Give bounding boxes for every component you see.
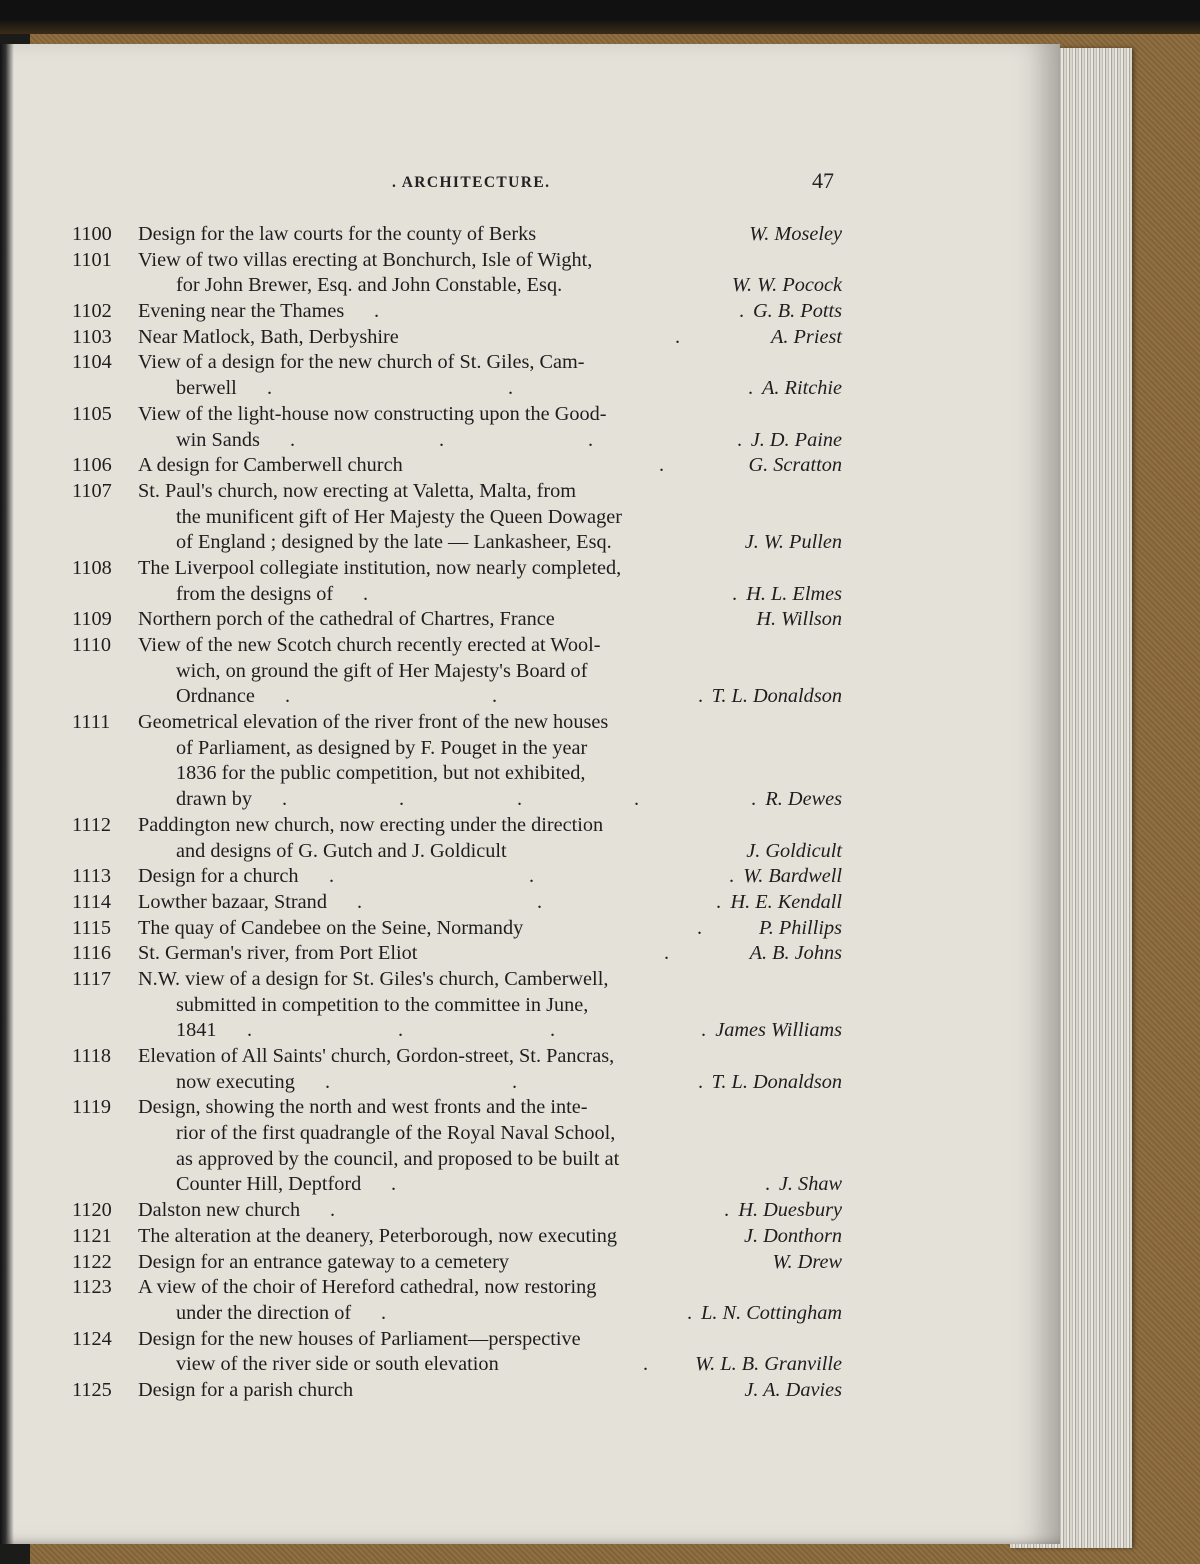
entry-number: 1115 xyxy=(72,916,112,939)
entry-number: 1118 xyxy=(72,1045,112,1067)
entry-title-text: St. Paul's church, now erecting at Valetta, Malta, from xyxy=(138,479,577,502)
entry-title-text: Design for an entrance gateway to a cemetery xyxy=(138,1250,510,1273)
leader-dot: . xyxy=(512,1070,518,1093)
artist-name: W. W. Pocock xyxy=(731,274,842,297)
entry-line xyxy=(72,1121,842,1147)
artist-name: H. E. Kendall xyxy=(730,890,842,913)
leader-dot: . xyxy=(687,1301,693,1324)
leader-dot: . xyxy=(765,1173,771,1196)
entry-title-text: View of a design for the new church of St. Giles, Cam- xyxy=(138,351,585,374)
artist-name: W. Moseley xyxy=(749,223,842,245)
entry-line xyxy=(72,1327,842,1353)
catalogue-entry xyxy=(72,556,842,607)
catalogue-entry xyxy=(72,890,842,916)
catalogue-entry xyxy=(72,479,842,556)
entry-line xyxy=(72,1224,842,1250)
entry-line xyxy=(72,761,842,787)
entry-title-text: now executing xyxy=(176,1070,295,1093)
leader-dot: . xyxy=(697,916,703,939)
entry-line xyxy=(72,1275,842,1301)
entry-line xyxy=(72,1018,842,1044)
leader-dot: . xyxy=(634,788,640,811)
entry-line xyxy=(72,1198,842,1224)
leader-dot: . xyxy=(748,377,754,400)
leader-dot: . xyxy=(290,428,296,451)
entry-line xyxy=(72,428,842,454)
artist-name: A. B. Johns xyxy=(749,942,842,965)
entry-title-text: The Liverpool collegiate institution, now nearly completed, xyxy=(138,556,622,579)
entry-number: 1117 xyxy=(72,967,112,990)
entry-title-text: wich, on ground the gift of Her Majesty's Board of xyxy=(176,659,588,682)
leader-dot: . xyxy=(739,300,745,323)
artist-name: R. Dewes xyxy=(765,788,842,811)
entry-number: 1107 xyxy=(72,479,112,502)
leader-dot: . xyxy=(439,428,445,451)
leader-dot: . xyxy=(247,1019,253,1042)
entry-number: 1110 xyxy=(72,634,112,656)
entry-title-text: submitted in competition to the committee in June, xyxy=(176,993,589,1016)
entry-number: 1113 xyxy=(72,865,112,888)
catalogue-entry xyxy=(72,1095,842,1198)
leader-dot: . xyxy=(325,1070,331,1093)
entry-line xyxy=(72,1301,842,1327)
leader-dot: . xyxy=(732,582,738,605)
entry-title-text: The alteration at the deanery, Peterborough, now executing xyxy=(138,1224,618,1247)
entry-line xyxy=(72,376,842,402)
artist-name: T. L. Donaldson xyxy=(711,1070,842,1093)
leader-dot: . xyxy=(399,788,405,811)
catalogue-entry xyxy=(72,453,842,479)
leader-dot: . xyxy=(698,685,704,708)
leader-dot: . xyxy=(267,377,273,400)
entry-number: 1103 xyxy=(72,325,112,348)
leader-dot: . xyxy=(517,788,523,811)
entry-title-text: under the direction of xyxy=(176,1301,352,1324)
leader-dot: . xyxy=(398,1019,404,1042)
entry-line xyxy=(72,505,842,531)
leader-dot: . xyxy=(329,865,335,888)
entry-number: 1104 xyxy=(72,351,112,374)
entry-title-text: A design for Camberwell church xyxy=(138,454,403,477)
artist-name: W. Drew xyxy=(772,1250,842,1273)
entry-title-text: Geometrical elevation of the river front of the new houses xyxy=(138,711,609,734)
entry-line xyxy=(72,1147,842,1173)
catalogue-entry xyxy=(72,967,842,1044)
entry-title-text: Counter Hill, Deptford xyxy=(176,1173,362,1196)
entry-title-text: Evening near the Thames xyxy=(138,300,345,323)
leader-dot: . xyxy=(282,788,288,811)
leader-dot: . xyxy=(724,1199,730,1222)
entry-line xyxy=(72,1378,842,1404)
artist-name: G. B. Potts xyxy=(752,300,842,323)
catalogue-list xyxy=(72,222,842,1404)
entry-title-text: berwell xyxy=(176,377,237,400)
entry-line xyxy=(72,1044,842,1070)
catalogue-entry xyxy=(72,402,842,453)
leader-dot: . xyxy=(737,428,743,451)
entry-title-text: and designs of G. Gutch and J. Goldicult xyxy=(176,839,507,862)
artist-name: T. L. Donaldson xyxy=(711,685,842,708)
page-number: 47 xyxy=(812,168,834,193)
leader-dot: . xyxy=(664,942,670,965)
entry-title-text: drawn by xyxy=(176,788,253,811)
artist-name: J. Goldicult xyxy=(746,839,842,862)
entry-line xyxy=(72,659,842,685)
artist-name: J. Shaw xyxy=(778,1173,842,1196)
entry-title-text: Design for a parish church xyxy=(138,1378,354,1401)
entry-title-text: Design for a church xyxy=(138,865,299,888)
entry-line xyxy=(72,1070,842,1096)
leader-dot: . xyxy=(729,865,735,888)
artist-name: L. N. Cottingham xyxy=(701,1301,842,1324)
entry-number: 1111 xyxy=(72,711,111,734)
catalogue-entry xyxy=(72,710,842,813)
artist-name: A. Ritchie xyxy=(762,377,842,400)
entry-number: 1105 xyxy=(72,402,112,425)
catalogue-entry xyxy=(72,941,842,967)
entry-title-text: Design for the new houses of Parliament—perspective xyxy=(138,1327,581,1350)
entry-line xyxy=(72,890,842,916)
leader-dot: . xyxy=(537,890,543,913)
entry-number: 1124 xyxy=(72,1327,112,1350)
leader-dot: . xyxy=(391,1173,397,1196)
catalogue-entry xyxy=(72,1275,842,1326)
entry-line xyxy=(72,967,842,993)
leader-dot: . xyxy=(675,325,681,348)
artist-name: P. Phillips xyxy=(758,916,842,939)
artist-name: J. W. Pullen xyxy=(744,531,842,554)
entry-title-text: Ordnance xyxy=(176,685,255,708)
entry-line xyxy=(72,299,842,325)
gutter-shadow xyxy=(0,44,14,1544)
entry-line xyxy=(72,1250,842,1276)
leader-dot: . xyxy=(363,582,369,605)
entry-number: 1125 xyxy=(72,1378,112,1401)
entry-title-text: 1841 xyxy=(176,1019,217,1042)
entry-number: 1108 xyxy=(72,556,112,579)
artist-name: H. Duesbury xyxy=(738,1199,842,1222)
entry-title-text: of England ; designed by the late — Lankasheer, Esq. xyxy=(176,531,612,554)
entry-line xyxy=(72,273,842,299)
entry-title-text: Design for the law courts for the county of Berks xyxy=(138,223,537,245)
leader-dot: . xyxy=(659,454,665,477)
catalogue-entry xyxy=(72,222,842,248)
entry-line xyxy=(72,325,842,351)
catalogue-entry xyxy=(72,299,842,325)
entry-line xyxy=(72,813,842,839)
entry-line xyxy=(72,1352,842,1378)
entry-number: 1122 xyxy=(72,1250,112,1273)
entry-title-text: view of the river side or south elevation xyxy=(176,1353,499,1376)
entry-title-text: for John Brewer, Esq. and John Constable, Esq. xyxy=(176,274,563,297)
entry-title-text: View of two villas erecting at Bonchurch, Isle of Wight, xyxy=(138,248,593,271)
entry-title-text: Dalston new church xyxy=(138,1199,301,1222)
entry-title-text: as approved by the council, and proposed to be built at xyxy=(176,1147,620,1170)
entry-line xyxy=(72,736,842,762)
artist-name: W. L. B. Granville xyxy=(695,1353,842,1376)
entry-line xyxy=(72,222,842,248)
entry-line xyxy=(72,787,842,813)
entry-title-text: the munificent gift of Her Majesty the Queen Dowager xyxy=(176,505,623,528)
entry-title-text: Lowther bazaar, Strand xyxy=(138,890,327,913)
catalogue-entry xyxy=(72,248,842,299)
entry-line xyxy=(72,941,842,967)
catalogue-entry xyxy=(72,1378,842,1404)
entry-line xyxy=(72,582,842,608)
artist-name: A. Priest xyxy=(771,325,842,348)
leader-dot: . xyxy=(492,685,498,708)
catalogue-entry xyxy=(72,325,842,351)
entry-title-text: Paddington new church, now erecting under the direction xyxy=(138,813,604,836)
entry-line xyxy=(72,530,842,556)
catalogue-entry xyxy=(72,813,842,864)
entry-title-text: of Parliament, as designed by F. Pouget in the year xyxy=(176,736,588,759)
leader-dot: . xyxy=(701,1019,707,1042)
entry-line xyxy=(72,556,842,582)
entry-line xyxy=(72,1172,842,1198)
leader-dot: . xyxy=(330,1199,336,1222)
cover-edge xyxy=(0,0,1200,34)
entry-number: 1101 xyxy=(72,248,112,271)
artist-name: G. Scratton xyxy=(748,454,842,477)
leader-dot: . xyxy=(751,788,757,811)
entry-line xyxy=(72,248,842,274)
catalogue-entry xyxy=(72,350,842,401)
artist-name: J. A. Davies xyxy=(744,1378,842,1401)
entry-line xyxy=(72,1095,842,1121)
leader-dot: . xyxy=(529,865,535,888)
catalogue-entry xyxy=(72,1250,842,1276)
entry-number: 1106 xyxy=(72,454,112,477)
entry-line xyxy=(72,402,842,428)
entry-number: 1112 xyxy=(72,813,112,836)
entry-number: 1109 xyxy=(72,608,112,631)
entry-number: 1121 xyxy=(72,1224,112,1247)
entry-number: 1100 xyxy=(72,223,112,245)
entry-title-text: Elevation of All Saints' church, Gordon-street, St. Pancras, xyxy=(138,1045,615,1067)
entry-title-text: View of the light-house now constructing upon the Good- xyxy=(138,402,607,425)
entry-line xyxy=(72,479,842,505)
leader-dot: . xyxy=(550,1019,556,1042)
artist-name: J. D. Paine xyxy=(750,428,842,451)
entry-line xyxy=(72,864,842,890)
entry-title-text: The quay of Candebee on the Seine, Normandy xyxy=(138,916,524,939)
catalogue-entry xyxy=(72,864,842,890)
catalogue-entry xyxy=(72,1224,842,1250)
leader-dot: . xyxy=(381,1301,387,1324)
entry-title-text: win Sands xyxy=(176,428,260,451)
entry-title-text: from the designs of xyxy=(176,582,334,605)
entry-line xyxy=(72,993,842,1019)
leader-dot: . xyxy=(588,428,594,451)
entry-number: 1116 xyxy=(72,942,112,965)
entry-line xyxy=(72,350,842,376)
entry-number: 1120 xyxy=(72,1199,112,1222)
artist-name: W. Bardwell xyxy=(743,865,842,888)
section-title: . ARCHITECTURE. xyxy=(392,174,551,191)
entry-line xyxy=(72,839,842,865)
artist-name: J. Donthorn xyxy=(743,1224,842,1247)
entry-number: 1114 xyxy=(72,890,112,913)
entry-number: 1123 xyxy=(72,1276,112,1299)
catalogue-entry xyxy=(72,1327,842,1378)
entry-number: 1119 xyxy=(72,1096,112,1119)
entry-title-text: Northern porch of the cathedral of Chartres, France xyxy=(138,608,555,631)
entry-line xyxy=(72,710,842,736)
leader-dot: . xyxy=(357,890,363,913)
entry-title-text: 1836 for the public competition, but not exhibited, xyxy=(176,762,586,785)
catalogue-entry xyxy=(72,916,842,942)
artist-name: H. L. Elmes xyxy=(746,582,842,605)
artist-name: James Williams xyxy=(715,1019,842,1042)
leader-dot: . xyxy=(698,1070,704,1093)
entry-number: 1102 xyxy=(72,300,112,323)
entry-title-text: St. German's river, from Port Eliot xyxy=(138,942,418,965)
entry-line xyxy=(72,916,842,942)
artist-name: H. Willson xyxy=(756,608,842,631)
entry-line xyxy=(72,607,842,633)
entry-title-text: N.W. view of a design for St. Giles's church, Camberwell, xyxy=(138,967,609,990)
catalogue-entry xyxy=(72,633,842,710)
entry-line xyxy=(72,684,842,710)
entry-title-text: A view of the choir of Hereford cathedral, now restoring xyxy=(138,1276,597,1299)
catalogue-entry xyxy=(72,1198,842,1224)
entry-title-text: View of the new Scotch church recently erected at Wool- xyxy=(138,634,601,656)
catalogue-entry xyxy=(72,1044,842,1095)
entry-title-text: Design, showing the north and west fronts and the inte- xyxy=(138,1096,588,1119)
entry-line xyxy=(72,453,842,479)
leader-dot: . xyxy=(508,377,514,400)
leader-dot: . xyxy=(374,300,380,323)
leader-dot: . xyxy=(285,685,291,708)
entry-title-text: rior of the first quadrangle of the Royal Naval School, xyxy=(176,1122,616,1145)
entry-title-text: Near Matlock, Bath, Derbyshire xyxy=(138,325,399,348)
leader-dot: . xyxy=(716,890,722,913)
leader-dot: . xyxy=(643,1353,649,1376)
entry-line xyxy=(72,633,842,659)
catalogue-entry xyxy=(72,607,842,633)
